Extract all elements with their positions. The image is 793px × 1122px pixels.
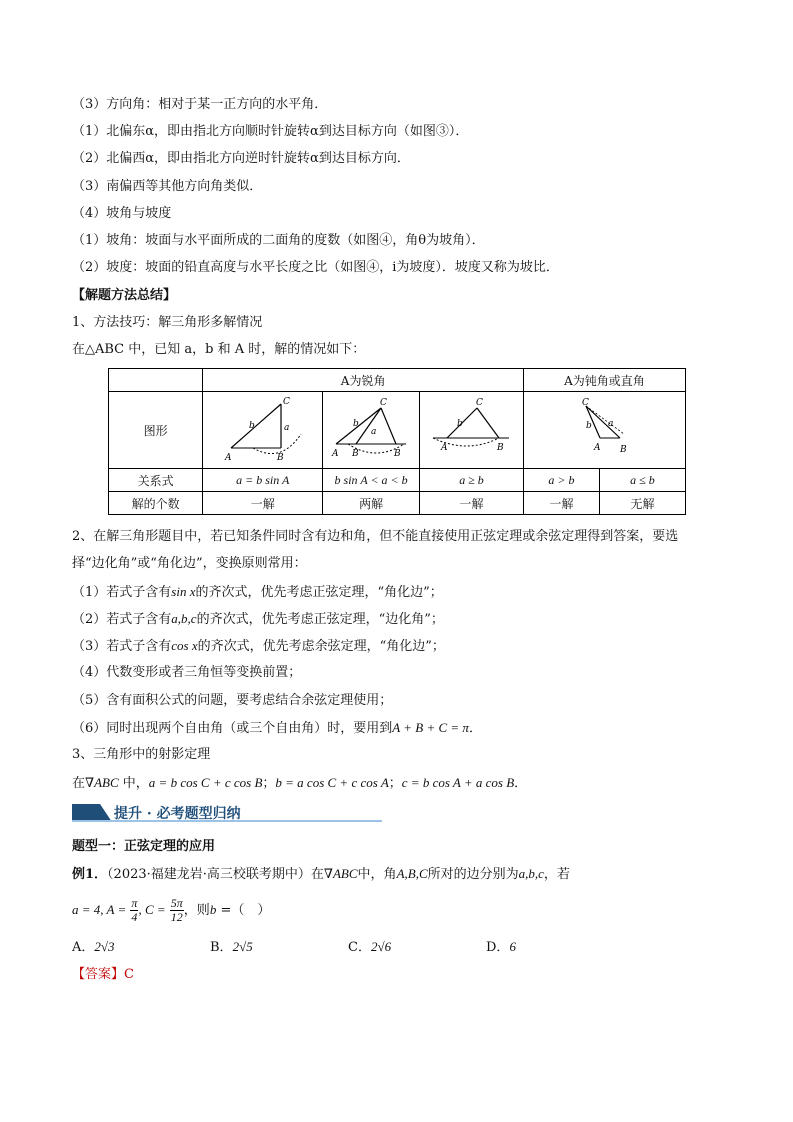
- text-line: （3）南偏西等其他方向角类似．: [72, 179, 263, 194]
- text-line: （2）北偏西α，即由指北方向逆时针旋转α到达目标方向．: [72, 151, 410, 166]
- answer-value: C: [124, 967, 134, 982]
- example-conditions: [72, 896, 270, 925]
- rule-suffix: 的齐次式，优先考虑正弦定理，“角化边”；: [195, 585, 443, 600]
- angles: A,B,C: [396, 866, 428, 881]
- label-a: a: [371, 426, 377, 437]
- count-cell: 一解: [523, 492, 599, 515]
- relation-cell: a = b sin A: [203, 469, 323, 492]
- separator: ；: [262, 776, 276, 791]
- triangle-figure-3: [427, 394, 517, 464]
- example-source: （2023·福建龙岩·高三校联考期中）在: [107, 867, 324, 882]
- triangle-figure-4: [524, 394, 684, 464]
- label-b: b: [586, 420, 593, 431]
- label-B: B: [496, 442, 504, 453]
- condition-c: , C =: [138, 902, 166, 917]
- figure-cell: [203, 392, 323, 469]
- label-C: C: [475, 397, 483, 408]
- label-C: C: [582, 397, 590, 408]
- option-value: 2√6: [370, 939, 392, 954]
- option-value: 2√3: [94, 939, 115, 954]
- formula-c: c = b cos A + a cos B: [401, 775, 515, 790]
- text-line: （4）坡角与坡度: [72, 206, 172, 221]
- option-b[interactable]: [210, 938, 253, 957]
- rule-line: [72, 610, 444, 629]
- count-cell: 两解: [323, 492, 420, 515]
- option-label: A．: [72, 940, 95, 955]
- header-acute: A为锐角: [203, 369, 524, 392]
- option-d[interactable]: [486, 938, 516, 957]
- ask-var: b: [209, 902, 217, 917]
- label-a: a: [283, 422, 290, 433]
- text-line: 1、方法技巧：解三角形多解情况: [72, 315, 263, 330]
- count-cell: 无解: [599, 492, 685, 515]
- relation-cell: a ≥ b: [420, 469, 524, 492]
- projection-formulas: [72, 774, 527, 793]
- stem-text: ，若: [543, 867, 570, 882]
- example-stem: [72, 865, 570, 884]
- row-label-count: 解的个数: [109, 492, 203, 515]
- label-A: A: [440, 442, 448, 453]
- label-A: A: [594, 442, 601, 453]
- option-value: 6: [509, 939, 516, 954]
- stem-text: 中，角: [357, 867, 397, 882]
- ask-end: =（ ）: [216, 903, 271, 918]
- rule-line: （4）代数变形或者三角恒等变换前置；: [72, 665, 302, 680]
- label-b: b: [353, 418, 359, 429]
- rule-math: sin x: [171, 584, 196, 599]
- label-B: B: [620, 444, 628, 455]
- table-corner: [109, 369, 203, 392]
- text-line: 在△ABC 中，已知 a，b 和 A 时，解的情况如下：: [72, 342, 366, 357]
- banner-title: 提升 · 必考题型归纳: [114, 806, 241, 822]
- text-mid: 中，: [118, 776, 149, 791]
- formula-a: a = b cos C + c cos B: [148, 775, 263, 790]
- rule-prefix: （3）若式子含有: [72, 639, 172, 654]
- frac-den: 4: [131, 910, 138, 924]
- separator: ；: [388, 776, 402, 791]
- text-end: ．: [514, 776, 528, 791]
- option-value: 2√5: [232, 939, 253, 954]
- figure-cell: [523, 392, 685, 469]
- rule-suffix: 的齐次式，优先考虑正弦定理，“边化角”；: [196, 612, 444, 627]
- triangle-figure-2: [326, 394, 416, 464]
- example-label: 例1．: [72, 867, 108, 882]
- label-A: A: [224, 452, 232, 463]
- ask-text: ，则: [183, 903, 210, 918]
- fraction-5pi-over-12: [170, 897, 184, 924]
- label-b: b: [248, 420, 255, 431]
- label-B: B: [276, 452, 284, 463]
- section-title: 【解题方法总结】: [72, 288, 177, 303]
- frac-num: π: [131, 896, 138, 910]
- figure-cell: [420, 392, 524, 469]
- rule-line: （5）含有面积公式的问题，要考虑结合余弦定理使用；: [72, 693, 393, 708]
- header-obtuse: A为钝角或直角: [523, 369, 685, 392]
- label-a: a: [608, 418, 614, 429]
- label-B: B: [352, 448, 359, 459]
- option-label: B．: [210, 940, 233, 955]
- section-banner: [72, 800, 382, 826]
- row-label-relation: 关系式: [109, 469, 203, 492]
- frac-den: 12: [170, 910, 183, 924]
- rule-math: A + B + C = π: [392, 720, 469, 735]
- question-type-title: 题型一：正弦定理的应用: [72, 839, 216, 854]
- text-line: （2）坡度：坡面的铅直高度与水平长度之比（如图④，i为坡度）．坡度又称为坡比．: [72, 260, 559, 275]
- relation-cell: a ≤ b: [599, 469, 685, 492]
- figure-cell: [323, 392, 420, 469]
- rule-prefix: （6）同时出现两个自由角（或三个自由角）时，要用到: [72, 721, 393, 736]
- count-cell: 一解: [420, 492, 524, 515]
- relation-cell: a > b: [523, 469, 599, 492]
- triangle-symbol: ∇ABC: [323, 866, 358, 881]
- text-line: （3）方向角：相对于某一正方向的水平角．: [72, 97, 328, 112]
- sides: a,b,c: [518, 866, 544, 881]
- triangle-symbol: ∇ABC: [85, 775, 119, 790]
- text-line: 3、三角形中的射影定理: [72, 747, 211, 762]
- rule-line: [72, 583, 443, 602]
- stem-text: 所对的边分别为: [427, 867, 519, 882]
- row-label-figure: 图形: [109, 392, 203, 469]
- rule-math: a,b,c: [171, 611, 197, 626]
- formula-b: b = a cos C + c cos A: [275, 775, 389, 790]
- triangle-cases-table: [108, 368, 686, 515]
- text-prefix: 在: [72, 776, 86, 791]
- label-b: b: [456, 418, 463, 429]
- option-a[interactable]: [72, 938, 115, 957]
- option-label: C．: [348, 940, 371, 955]
- option-label: D．: [486, 940, 510, 955]
- text-line: （1）坡角：坡面与水平面所成的二面角的度数（如图④，角θ为坡角）．: [72, 233, 485, 248]
- rule-prefix: （2）若式子含有: [72, 612, 172, 627]
- frac-num: 5π: [170, 896, 183, 910]
- text-line: 2、在解三角形题目中，若已知条件同时含有边和角，但不能直接使用正弦定理或余弦定理得到答案，要选: [72, 529, 679, 544]
- text-line: 择“边化角”或“角化边”，变换原则常用：: [72, 556, 307, 571]
- rule-suffix: 的齐次式，优先考虑余弦定理，“角化边”；: [197, 639, 445, 654]
- label-C: C: [380, 397, 387, 408]
- triangle-figure-1: [213, 394, 313, 464]
- answer-label: 【答案】: [72, 967, 125, 982]
- rule-line: [72, 719, 482, 738]
- rule-line: [72, 637, 445, 656]
- rule-prefix: （1）若式子含有: [72, 585, 172, 600]
- answer-line: [72, 966, 134, 984]
- count-cell: 一解: [203, 492, 323, 515]
- label-B: B: [394, 448, 401, 459]
- text-line: （1）北偏东α，即由指北方向顺时针旋转α到达目标方向（如图③）．: [72, 124, 469, 139]
- rule-math: cos x: [171, 638, 198, 653]
- option-c[interactable]: [348, 938, 391, 957]
- relation-cell: b sin A < a < b: [323, 469, 420, 492]
- label-C: C: [282, 396, 290, 407]
- label-A: A: [332, 448, 339, 459]
- condition-a: a = 4, A =: [72, 902, 127, 917]
- rule-suffix: ．: [468, 721, 482, 736]
